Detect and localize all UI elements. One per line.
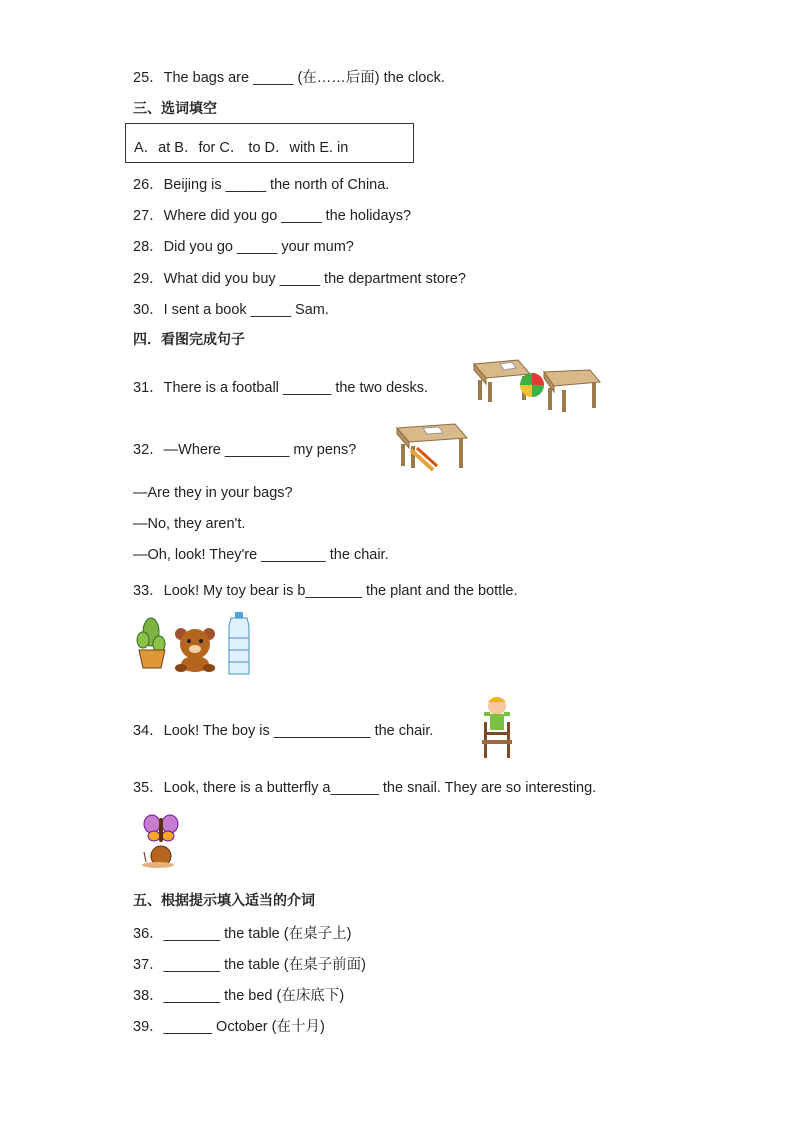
dialog-line-b: —Are they in your bags? [133, 485, 293, 501]
question-39: 39．______ October (在十月) [133, 1019, 325, 1035]
question-27: 27．Where did you go _____ the holidays? [133, 208, 412, 224]
dialog-line-d: —Oh, look! They're ________ the chair. [133, 547, 389, 563]
options-box [125, 123, 414, 163]
desk-pens-image [393, 418, 471, 478]
question-33: 33．Look! My toy bear is b_______ the plant and the bottle. [133, 583, 518, 599]
question-29: 29．What did you buy _____ the department store? [133, 271, 466, 287]
question-28: 28．Did you go _____ your mum? [133, 239, 354, 255]
plant-bear-bottle-image [133, 610, 253, 678]
question-34: 34．Look! The boy is ____________ the chair. [133, 723, 434, 739]
boy-chair-image [478, 692, 518, 762]
question-26: 26．Beijing is _____ the north of China. [133, 177, 390, 193]
section-3-heading: 三、选词填空 [133, 101, 217, 117]
question-38: 38．_______ the bed (在床底下) [133, 988, 345, 1004]
question-37: 37．_______ the table (在桌子前面) [133, 957, 366, 973]
question-36: 36．_______ the table (在桌子上) [133, 926, 352, 942]
section-4-heading: 四．看图完成句子 [133, 332, 245, 348]
question-31: 31．There is a football ______ the two desks. [133, 380, 429, 396]
question-32: 32．—Where ________ my pens? [133, 442, 357, 458]
question-30: 30．I sent a book _____ Sam. [133, 302, 329, 318]
butterfly-snail-image [140, 812, 182, 868]
dialog-line-c: —No, they aren't. [133, 516, 246, 532]
question-25: 25．The bags are _____ (在……后面) the clock. [133, 70, 445, 86]
desks-ball-image [470, 352, 604, 416]
options-text: A．at B．for C． to D．with E. in [134, 140, 349, 156]
section-5-heading: 五、根据提示填入适当的介词 [133, 893, 315, 909]
question-35: 35．Look, there is a butterfly a______ the snail. They are so interesting. [133, 780, 597, 796]
